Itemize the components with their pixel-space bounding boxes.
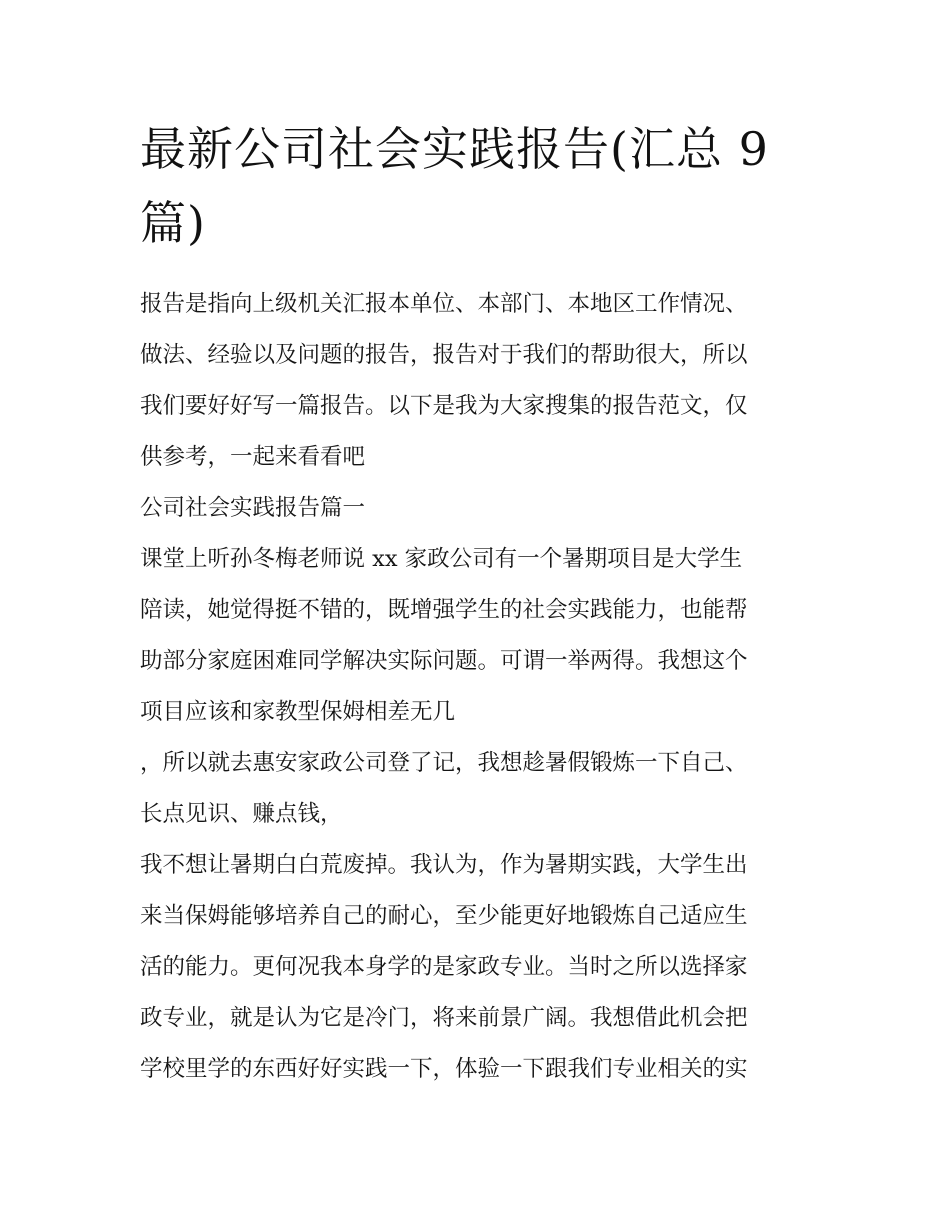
paragraph-line: 项目应该和家教型保姆相差无几 — [140, 699, 456, 725]
document-title — [140, 112, 820, 260]
section-heading: 公司社会实践报告篇一 — [140, 495, 366, 521]
paragraph-line: 学校里学的东西好好实践一下，体验一下跟我们专业相关的实 — [140, 1056, 748, 1082]
paragraph-line: 政专业，就是认为它是冷门，将来前景广阔。我想借此机会把 — [140, 1005, 748, 1031]
paragraph-line: 助部分家庭困难同学解决实际问题。可谓一举两得。我想这个 — [140, 648, 748, 674]
paragraph-line: 课堂上听孙冬梅老师说 xx 家政公司有一个暑期项目是大学生 — [140, 546, 743, 572]
intro-line: 报告是指向上级机关汇报本单位、本部门、本地区工作情况、 — [140, 291, 748, 317]
paragraph-line: 长点见识、赚点钱， — [140, 801, 343, 827]
paragraph-line: 活的能力。更何况我本身学的是家政专业。当时之所以选择家 — [140, 954, 748, 980]
intro-line: 做法、经验以及问题的报告，报告对于我们的帮助很大，所以 — [140, 342, 748, 368]
title-line: 篇) — [140, 196, 206, 250]
paragraph-line: ，所以就去惠安家政公司登了记，我想趁暑假锻炼一下自己、 — [140, 750, 748, 776]
intro-line: 供参考，一起来看看吧 — [140, 444, 366, 470]
intro-line: 我们要好好写一篇报告。以下是我为大家搜集的报告范文，仅 — [140, 393, 748, 419]
paragraph-line: 陪读，她觉得挺不错的，既增强学生的社会实践能力，也能帮 — [140, 597, 748, 623]
paragraph-line: 我不想让暑期白白荒废掉。我认为，作为暑期实践，大学生出 — [140, 852, 748, 878]
paragraph-line: 来当保姆能够培养自己的耐心，至少能更好地锻炼自己适应生 — [140, 903, 748, 929]
title-line: 最新公司社会实践报告(汇总 9 — [140, 122, 769, 176]
document-body — [140, 279, 820, 1095]
